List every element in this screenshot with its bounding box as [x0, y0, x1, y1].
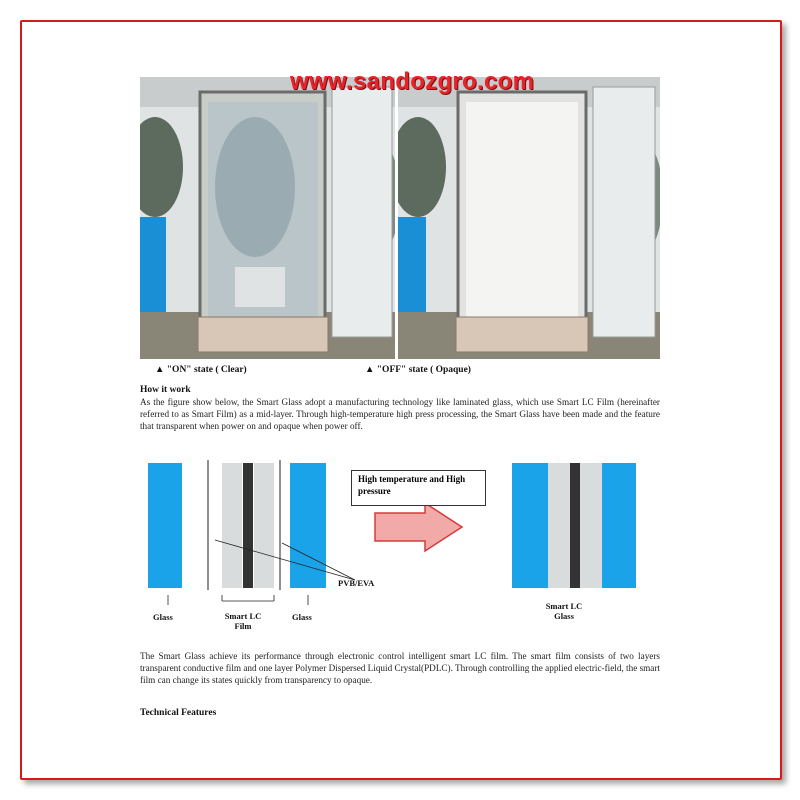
- off-state-caption: ▲ "OFF" state ( Opaque): [365, 365, 471, 375]
- result-film: [580, 463, 602, 588]
- technical-features-heading: Technical Features: [140, 708, 217, 718]
- pvb-eva-label: PVB/EVA: [338, 578, 375, 588]
- result-glass-left: [512, 463, 548, 588]
- result-film: [548, 463, 570, 588]
- result-glass-right: [602, 463, 636, 588]
- process-arrow: [375, 503, 462, 551]
- pdlc-layer: [243, 463, 253, 588]
- glass-left-label: Glass: [153, 612, 173, 622]
- left-glass-layer: [148, 463, 182, 588]
- off-state-photo: [398, 77, 660, 359]
- right-glass-layer: [290, 463, 326, 588]
- film-layer: [254, 463, 274, 588]
- watermark-text: www.sandozgro.com: [290, 68, 535, 95]
- on-state-caption: ▲ "ON" state ( Clear): [155, 365, 247, 375]
- result-pdlc: [570, 463, 580, 588]
- process-label-box: High temperature and High pressure: [351, 470, 486, 506]
- smart-film-label: Smart LC Film: [224, 611, 262, 631]
- how-it-work-text: As the figure show below, the Smart Glass adopt a manufacturing technology like laminated glass, which use Smart LC Film (hereinafter referred to as Smart Film) as a mid-layer. Through high-temperature high press processing, the Smart Glass have been made and the feature that transparent when power on and opaque when power off.: [140, 397, 660, 432]
- glass-right-label: Glass: [292, 612, 312, 622]
- film-layer: [222, 463, 242, 588]
- smart-lc-glass-label: Smart LC Glass: [545, 601, 583, 621]
- summary-text: The Smart Glass achieve its performance through electronic control intelligent smart LC film. The smart film consists of two layers transparent conductive film and one layer Polymer Dispersed Liquid Crystal(PDLC). Through controlling the applied electric-field, the smart film can change its states quickly from transparency to opaque.: [140, 651, 660, 686]
- on-state-photo: [140, 77, 395, 359]
- how-it-work-heading: How it work: [140, 385, 191, 395]
